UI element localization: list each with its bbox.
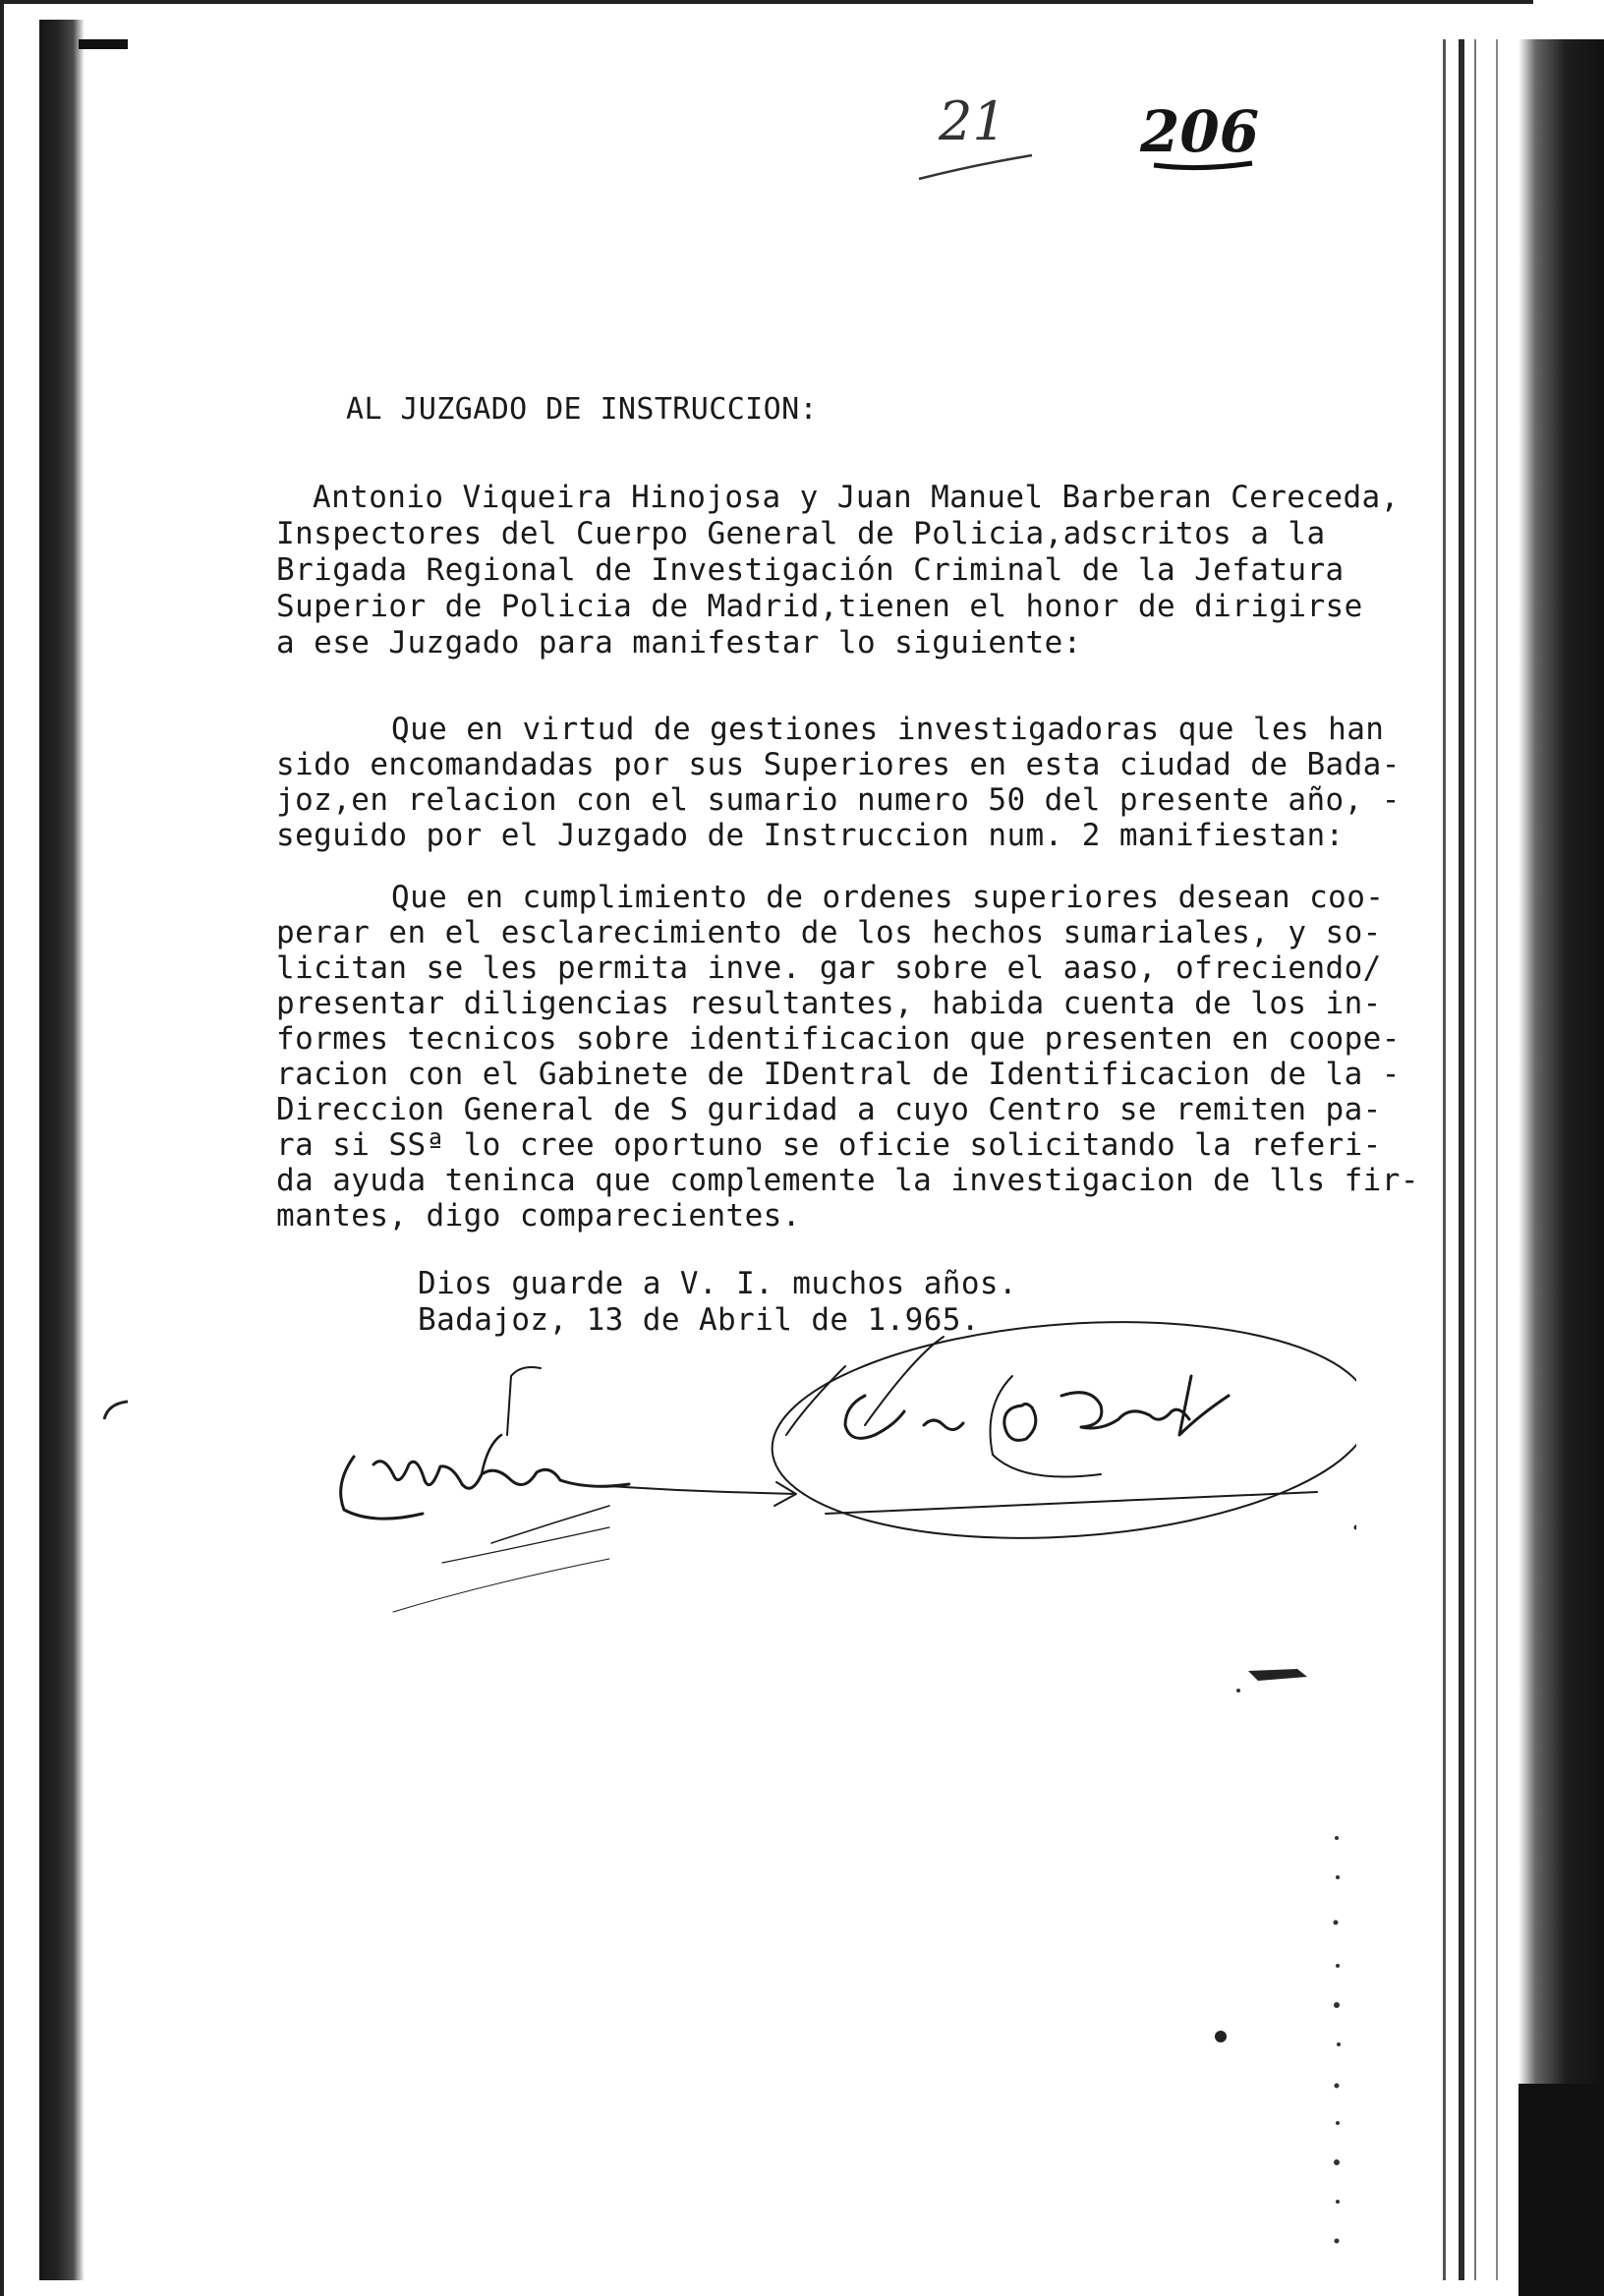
binding-line: [1459, 39, 1464, 2280]
paragraph2-line: licitan se les permita inve. gar sobre el aaso, ofreciendo/: [276, 950, 1382, 986]
paragraph2-line: formes tecnicos sobre identificacion que presenten en coope-: [276, 1021, 1401, 1057]
intro-line: a ese Juzgado para manifestar lo siguiente:: [276, 625, 1082, 660]
folio-number-left: 21: [939, 90, 1006, 152]
paragraph2-line: da ayuda teninca que complemente la investigacion de lls fir-: [276, 1163, 1419, 1198]
intro-line: Inspectores del Cuerpo General de Policia,adscritos a la: [276, 516, 1326, 551]
scan-shadow-notch: [79, 39, 128, 49]
paragraph2-line: racion con el Gabinete de IDentral de Identificacion de la -: [276, 1057, 1401, 1092]
paragraph1-line: Que en virtud de gestiones investigadoras que les han: [391, 712, 1385, 747]
closing-line: Badajoz, 13 de Abril de 1.965.: [418, 1302, 980, 1338]
intro-line: Superior de Policia de Madrid,tienen el honor de dirigirse: [276, 589, 1363, 624]
paragraph1-line: joz,en relacion con el sumario numero 50 del presente año, -: [276, 782, 1401, 818]
folio-underline-left: [914, 147, 1042, 187]
binding-line: [1474, 39, 1476, 2280]
scan-speck: [1209, 2025, 1238, 2054]
binding-line: [1496, 39, 1498, 2280]
paragraph2-line: ra si SSª lo cree oportuno se oficie solicitando la referi-: [276, 1127, 1382, 1163]
paragraph2-line: presentar diligencias resultantes, habida cuenta de los in-: [276, 986, 1382, 1021]
paragraph2-line: Que en cumplimiento de ordenes superiores desean coo-: [391, 880, 1385, 915]
scan-speck: [1229, 1651, 1346, 1710]
intro-line: Antonio Viqueira Hinojosa y Juan Manuel Barberan Cereceda,: [313, 480, 1400, 515]
folio-number-right: 206: [1140, 98, 1260, 165]
binding-line: [1443, 39, 1446, 2280]
paragraph1-line: seguido por el Juzgado de Instruccion num. 2 manifiestan:: [276, 818, 1345, 853]
closing-line: Dios guarde a V. I. muchos años.: [418, 1266, 1018, 1301]
intro-line: Brigada Regional de Investigación Criminal de la Jefatura: [276, 552, 1345, 588]
paragraph2-line: mantes, digo comparecientes.: [276, 1198, 801, 1234]
signatures: [315, 1317, 1356, 1632]
scan-edge-left: [0, 0, 4, 2296]
paragraph1-line: sido encomandadas por sus Superiores en esta ciudad de Bada-: [276, 747, 1401, 782]
scan-mark: [98, 1396, 138, 1425]
folio-underline-right: [1150, 155, 1258, 175]
addressee-heading: AL JUZGADO DE INSTRUCCION:: [346, 392, 818, 427]
scan-edge-top: [0, 0, 1533, 4]
scan-dots: [1329, 1828, 1348, 2280]
paragraph2-line: perar en el esclarecimiento de los hechos sumariales, y so-: [276, 915, 1382, 950]
paragraph2-line: Direccion General de S guridad a cuyo Centro se remiten pa-: [276, 1092, 1382, 1127]
scan-shadow-corner: [1518, 2084, 1604, 2296]
scan-shadow-right: [1518, 39, 1604, 2296]
scan-shadow-left: [39, 20, 85, 2280]
